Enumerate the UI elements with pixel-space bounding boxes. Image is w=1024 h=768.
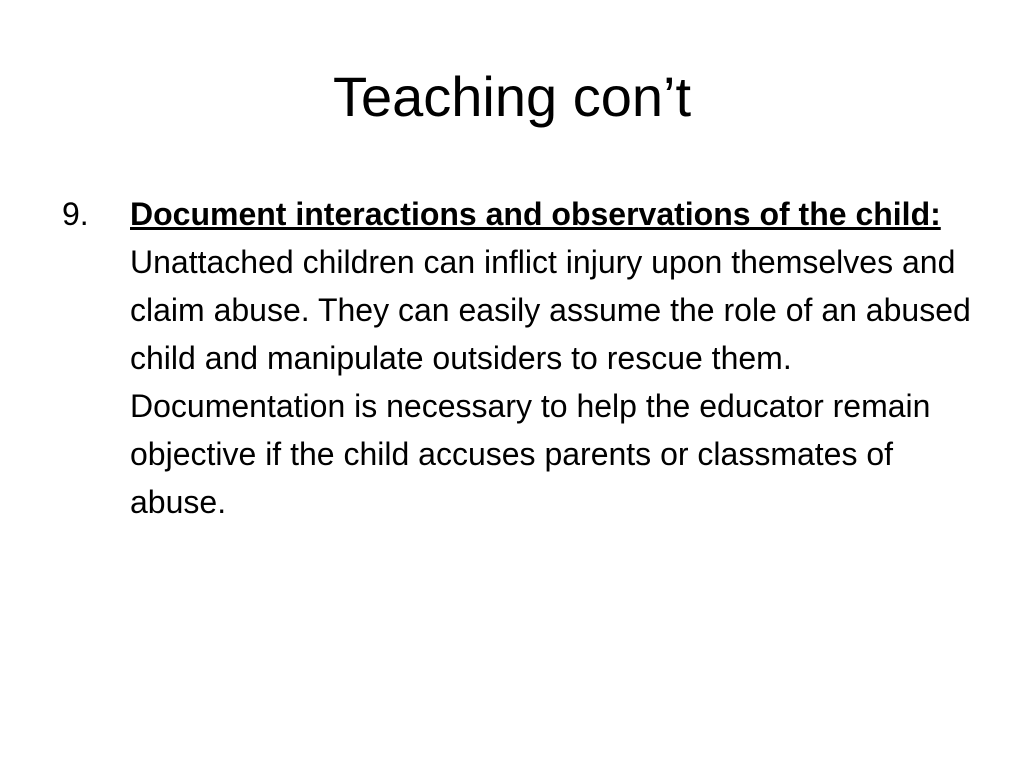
item-text: Unattached children can inflict injury upon themselves and claim abuse. They can easily assume the role of an abused child and manipulate outsiders to rescue them. Documentation is necessary to help the educator remain objective if the child accuses parents or classmates of abuse. — [130, 244, 971, 520]
item-body — [130, 190, 972, 526]
item-number: 9. — [62, 196, 89, 232]
item-heading: Document interactions and observations of the child: — [130, 196, 941, 232]
slide-title: Teaching con’t — [332, 65, 691, 128]
list-item — [62, 190, 972, 526]
